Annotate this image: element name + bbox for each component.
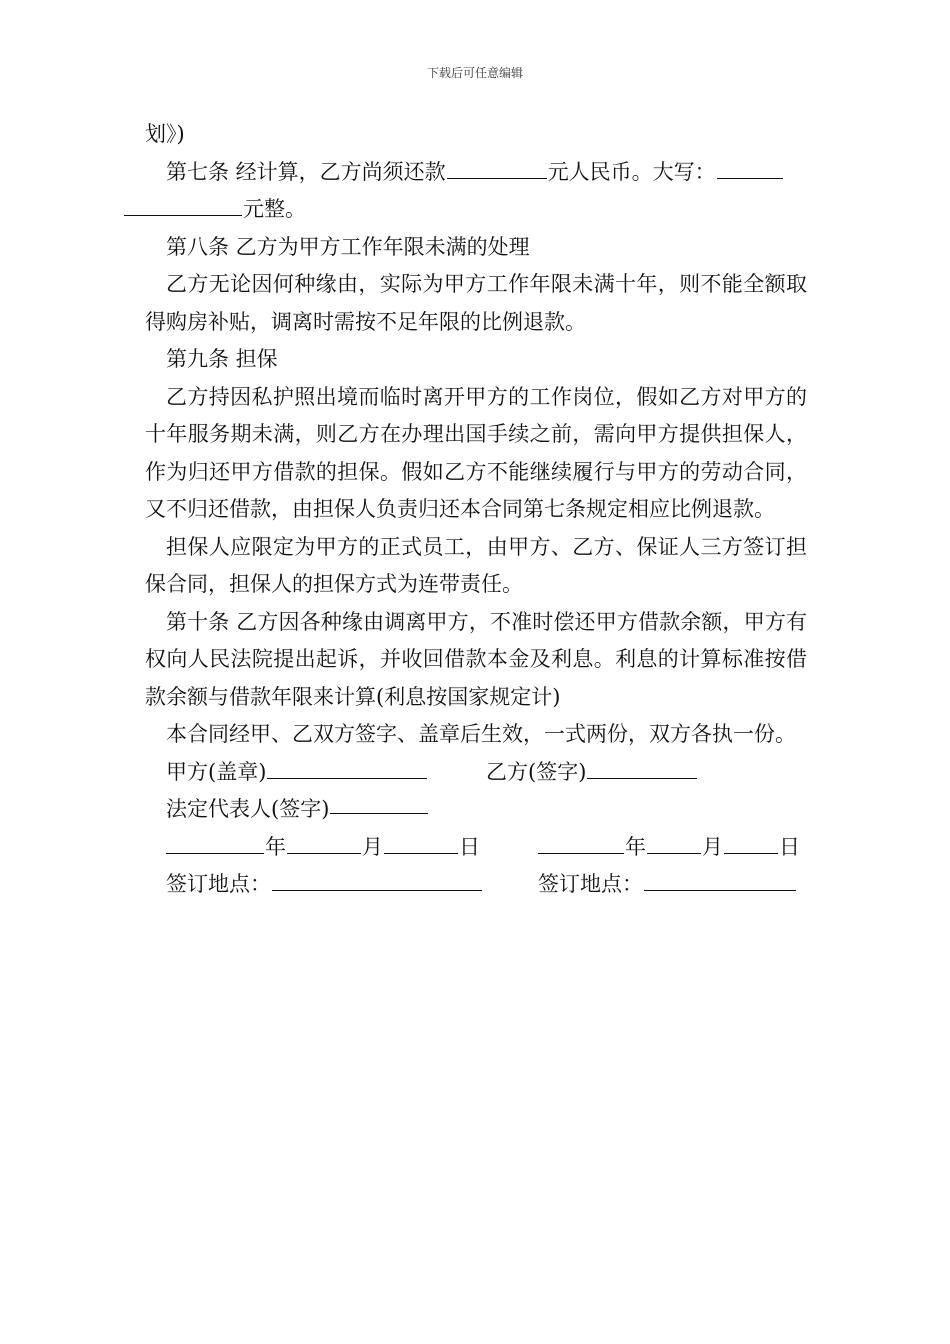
party-b-place-label: 签订地点：	[538, 872, 643, 896]
article-7: 第七条 经计算，乙方尚须还款 元人民币。大写： 元整。	[145, 154, 807, 229]
article-8-title: 第八条 乙方为甲方工作年限未满的处理	[166, 234, 530, 259]
party-b-label: 乙方(签字)	[486, 759, 587, 784]
document-body	[145, 116, 807, 904]
article-9-title: 第九条 担保	[166, 347, 278, 371]
amount-words-blank[interactable]	[717, 156, 783, 179]
party-a-year-blank[interactable]	[166, 831, 264, 854]
party-a-place-blank[interactable]	[272, 868, 482, 891]
amount-words-blank-2[interactable]	[124, 193, 242, 216]
article-9-body-2: 担保人应限定为甲方的正式员工，由甲方、乙方、保证人三方签订担保合同，担保人的担保方式为连带责任。	[145, 534, 807, 596]
article-8-body: 乙方无论因何种缘由，实际为甲方工作年限未满十年，则不能全额取得购房补贴，调离时需按不足年限的比例退款。	[145, 272, 807, 334]
amount-blank[interactable]	[447, 156, 547, 179]
party-a-month-blank[interactable]	[287, 831, 361, 854]
party-b-place-blank[interactable]	[644, 868, 796, 891]
closing-clause: 本合同经甲、乙双方签字、盖章后生效，一式两份，双方各执一份。	[166, 722, 796, 746]
line-continuation: 划》)	[145, 122, 185, 146]
party-b-sign-blank[interactable]	[587, 756, 697, 779]
article-9-body-1: 乙方持因私护照出境而临时离开甲方的工作岗位，假如乙方对甲方的十年服务期未满，则乙方在办理出国手续之前，需向甲方提供担保人，作为归还甲方借款的担保。假如乙方不能继续履行与甲方的劳动合同，又不归还借款，由担保人负责归还本合同第七条规定相应比例退款。	[145, 384, 807, 521]
party-a-label: 甲方(盖章)	[166, 759, 267, 784]
signature-row-legal-rep	[145, 791, 807, 829]
party-b-month-blank[interactable]	[647, 831, 701, 854]
party-b-day-blank[interactable]	[724, 831, 778, 854]
article-10-body: 第十条 乙方因各种缘由调离甲方，不准时偿还甲方借款余额，甲方有权向人民法院提出起诉，并收回借款本金及利息。利息的计算标准按借款余额与借款年限来计算(利息按国家规定计)	[145, 609, 807, 709]
signature-row-dates: 年 月 日 年 月 日	[145, 829, 807, 867]
signature-row-places	[145, 866, 807, 904]
party-a-seal-blank[interactable]	[267, 756, 427, 779]
party-b-year-blank[interactable]	[538, 831, 624, 854]
legal-rep-sign-blank[interactable]	[330, 791, 428, 814]
party-a-day-blank[interactable]	[384, 831, 458, 854]
signature-row-parties	[145, 754, 807, 792]
legal-rep-label: 法定代表人(签字)	[166, 797, 330, 821]
party-a-place-label: 签订地点：	[166, 872, 271, 896]
page-header: 下载后可任意编辑	[426, 66, 523, 80]
